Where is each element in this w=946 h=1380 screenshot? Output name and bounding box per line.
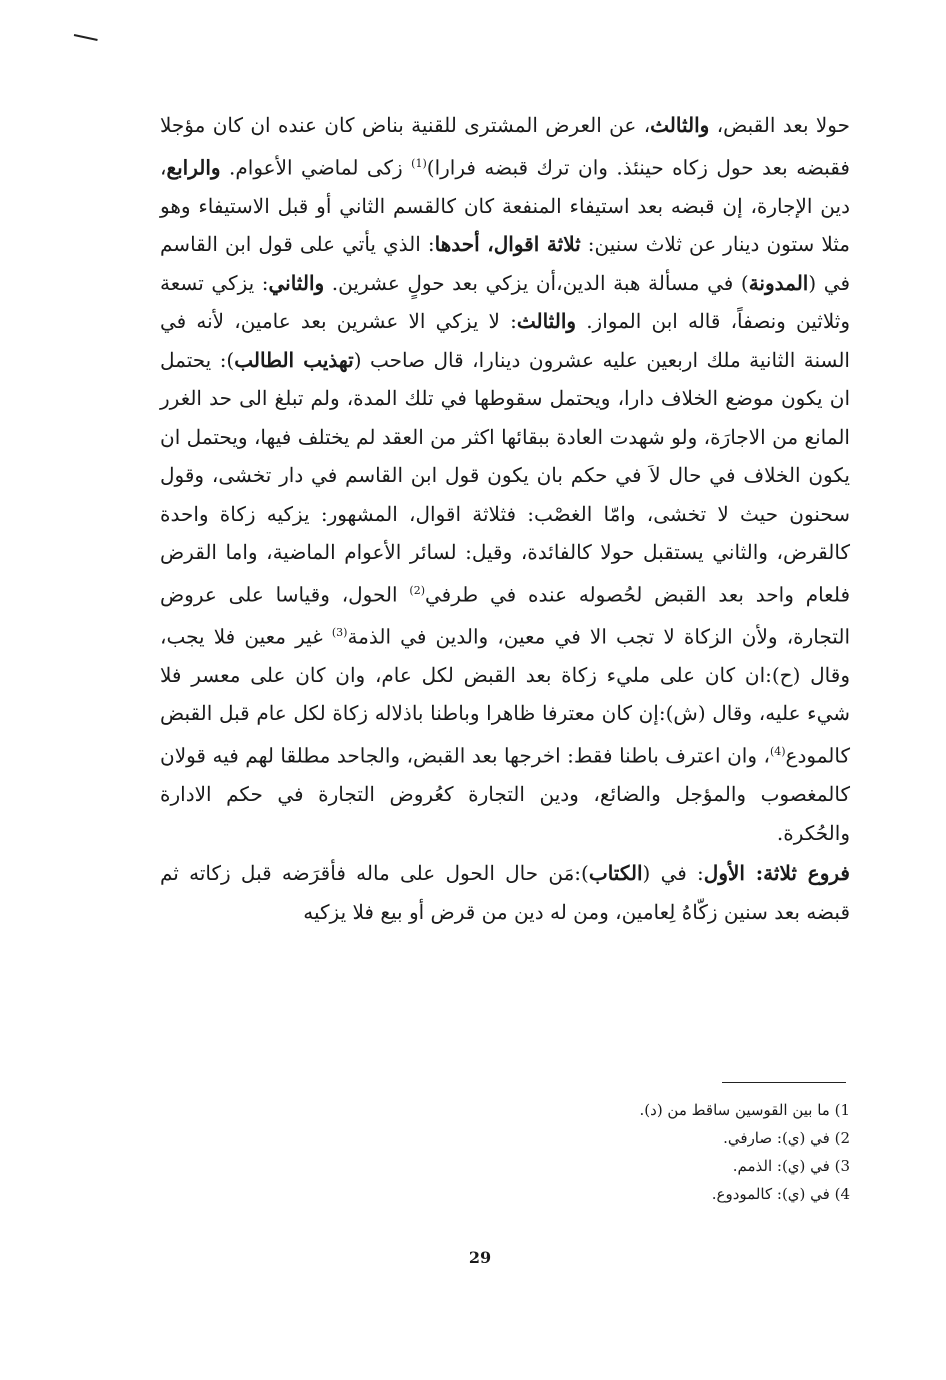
footnote-3: 3) في (ي): الذمم. xyxy=(732,1157,850,1175)
text-run: : لا يزكي الا عشرين بعد عامين، لأنه في السنة الثانية ملك اربعين عليه عشرون دينارا، قال صاحب ( xyxy=(160,309,850,372)
footnote-ref-2: (2) xyxy=(409,583,425,597)
footnote-separator xyxy=(722,1082,846,1083)
text-run: : الذي يأتي على قول ابن القاسم في ( xyxy=(160,232,851,295)
text-run: ): يحتمل ان يكون موضع الخلاف دارا، ويحتمل سقوطها في تلك المدة، ولم تبلغ الى حد الغرر المانع من الاجارَة، ولو شهدت العادة ببقائها اكثر من العقد لم يختلف فيها، ويحتمل ان يكون الخلاف في حال لاَ في حكم بان يكون قول ابن القاسم في دار تخشى، وقول سحنون حيث لا تخشى، وامّا الغصْب: فثلاثة اقوال، المشهور: يزكيه زكاة واحدة كالقرض، والثاني يستقبل حولا كالفائدة، وقيل: لسائر الأعوام الماضية، واما القرض فلعام واحد بعد القبض لحُصوله عنده في طرفي xyxy=(160,347,850,607)
footnote-2: 2) في (ي): صارفي. xyxy=(723,1129,850,1147)
text-run: : يزكي تسعة وثلاثين ونصفاً، قاله ابن المواز. xyxy=(160,270,850,334)
paragraph-2 xyxy=(160,854,850,931)
bold-term: ثلاثة اقوال، أحدها xyxy=(434,232,581,257)
bold-term: الكتاب xyxy=(588,861,643,886)
text-run: ، وان اعترف باطنا فقط: اخرجها بعد القبض، والجاحد مطلقا لهم فيه قولان كالمغصوب والمؤجل والضائع، ودين التجارة كعُروض التجارة في حكم الادارة والحُكرة. xyxy=(160,743,850,845)
text-run: ، عن العرض المشترى للقنية بناض كان عنده ان كان مؤجلا فقبضه بعد حول زكاه حينئذ. وان ترك قبضه فرارا) xyxy=(160,113,850,180)
footnote-1: 1) ما بين القوسين ساقط من (د). xyxy=(639,1101,850,1119)
text-run: ، دين الإجارة، إن قبضه بعد استيفاء المنفعة كان كالقسم الثاني أو قبل الاستيفاء وهو مثلا ستون دينار عن ثلاث سنين: xyxy=(160,155,850,257)
bold-term: فروع ثلاثة: الأول xyxy=(703,861,850,886)
bold-term: المدونة xyxy=(748,270,809,295)
text-run: زكى لماضي الأعوام. xyxy=(220,155,412,180)
corner-pen-mark xyxy=(74,34,98,41)
text-run: الحول، وقياسا على عروض التجارة، ولأن الزكاة لا تجب الا في معين، والدين في الذمة xyxy=(160,582,850,649)
footnote-ref-1: (1) xyxy=(411,156,427,170)
footnote-ref-4: (4) xyxy=(769,744,786,758)
page-number: 29 xyxy=(468,1248,492,1267)
bold-term: والثالث xyxy=(650,113,710,137)
text-run: ):مَن حال الحول على ماله فأقرَضه قبل زكاته ثم قبضه بعد سنين زكّاهُ لِعامين، ومن له دين من قرض أو بيع فلا يزكيه xyxy=(160,861,850,924)
bold-term: والثاني xyxy=(268,270,325,295)
main-text-block xyxy=(160,106,850,931)
bold-term: تهذيب الطالب xyxy=(234,347,354,372)
text-run: ) في مسألة هبة الدين،أن يزكي بعد حولٍ عشرين. xyxy=(324,270,749,295)
footnotes xyxy=(560,1096,850,1208)
footnote-ref-3: (3) xyxy=(331,625,348,639)
bold-term: والرابع xyxy=(166,155,221,180)
paragraph-1 xyxy=(160,106,850,852)
footnote-4: 4) في (ي): كالمودوع. xyxy=(711,1185,850,1203)
text-run: : في ( xyxy=(642,861,704,886)
bold-term: والثالث xyxy=(516,309,577,334)
text-run: حولا بعد القبض، xyxy=(709,113,850,137)
text-run: غير معين فلا يجب، وقال (ح):ان كان على مليء زكاة بعد القبض لكل عام، وان كان على معسر فلا شيء عليه، وقال (ش):إن كان معترفا ظاهرا وباطنا باذلاله زكاة لكل عام قبل القبض كالمودع xyxy=(160,624,850,768)
